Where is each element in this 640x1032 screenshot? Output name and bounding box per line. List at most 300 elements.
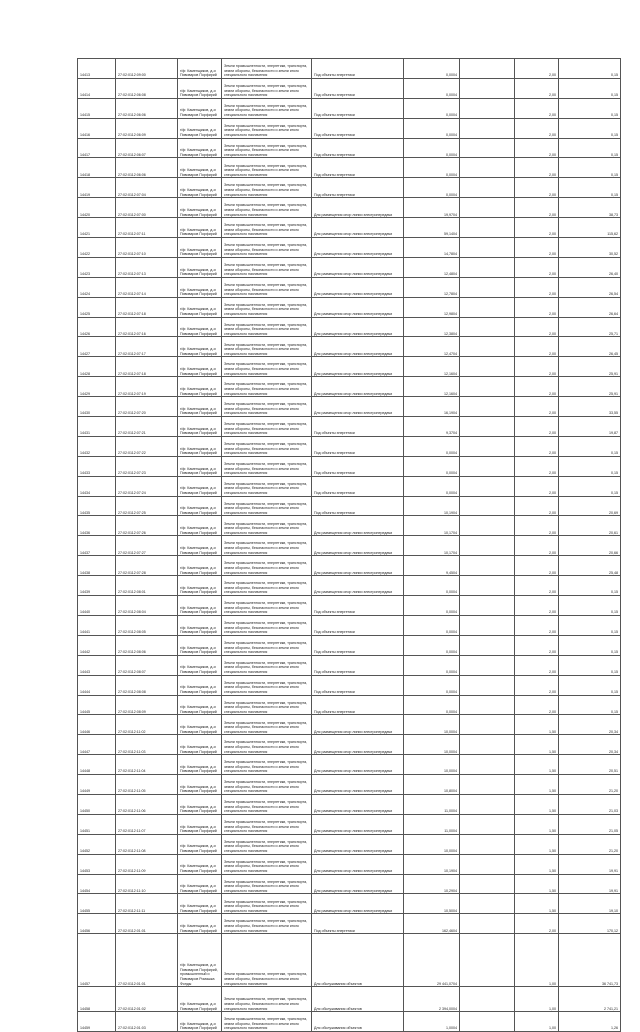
table-row [78, 257, 621, 277]
rate-cell: 1,50 [515, 755, 559, 775]
rate-cell: 2,00 [515, 635, 559, 655]
cadastral-number-cell: 27:02:0112:07:18 [116, 357, 178, 377]
area-cell: 12,9804 [404, 297, 460, 317]
category-cell: Земли промышленности, энергетики, транспорта, земли обороны, безопасности и земли иного специального назначения [222, 476, 312, 496]
cadastral-number-cell: 27:02:0112:07:17 [116, 337, 178, 357]
category-cell: Земли промышленности, энергетики, транспорта, земли обороны, безопасности и земли иного специального назначения [222, 178, 312, 198]
table-row [78, 238, 621, 258]
category-cell: Земли промышленности, энергетики, транспорта, земли обороны, безопасности и земли иного специального назначения [222, 98, 312, 118]
use-cell: Под объекты энергетики [312, 496, 404, 516]
owner-cell: г/ф: Каменщиков, д-и Пивоваров Порфирий [178, 854, 222, 874]
sum-cell: 20,69 [559, 496, 621, 516]
owner-cell: г/ф: Каменщиков, д-и Пивоваров Порфирий [178, 118, 222, 138]
empty-cell [460, 496, 515, 516]
use-cell: Для размещения опор линии электропередачи [312, 357, 404, 377]
rate-cell: 2,00 [515, 337, 559, 357]
use-cell: Под объекты энергетики [312, 436, 404, 456]
row-id-cell: 14456 [78, 914, 116, 934]
empty-cell [460, 397, 515, 417]
sum-cell: 0,15 [559, 655, 621, 675]
table-row [78, 436, 621, 456]
category-cell: Земли промышленности, энергетики, транспорта, земли обороны, безопасности и земли иного специального назначения [222, 854, 312, 874]
owner-cell: г/ф: Каменщиков, д-и Пивоваров Порфирий [178, 456, 222, 476]
empty-cell [460, 894, 515, 914]
cadastral-number-cell: 27:02:0112:07:21 [116, 417, 178, 437]
area-cell: 10,1704 [404, 516, 460, 536]
row-id-cell: 14442 [78, 635, 116, 655]
sum-cell: 0,15 [559, 476, 621, 496]
cadastral-number-cell: 27:02:0112:01:01 [116, 934, 178, 987]
row-id-cell: 14438 [78, 556, 116, 576]
use-cell: Под объекты энергетики [312, 456, 404, 476]
rate-cell: 2,00 [515, 98, 559, 118]
empty-cell [460, 78, 515, 98]
use-cell: Для размещения опор линии электропередачи [312, 775, 404, 795]
area-cell: 0,0004 [404, 436, 460, 456]
owner-cell: г/ф: Каменщиков, д-и Пивоваров Порфирий [178, 987, 222, 1012]
use-cell: Под объекты энергетики [312, 78, 404, 98]
row-id-cell: 14428 [78, 357, 116, 377]
category-cell: Земли промышленности, энергетики, транспорта, земли обороны, безопасности и земли иного специального назначения [222, 596, 312, 616]
table-row [78, 317, 621, 337]
rate-cell: 2,00 [515, 238, 559, 258]
sum-cell: 19,87 [559, 417, 621, 437]
rate-cell: 2,00 [515, 556, 559, 576]
category-cell: Земли промышленности, энергетики, транспорта, земли обороны, безопасности и земли иного специального назначения [222, 615, 312, 635]
empty-cell [460, 635, 515, 655]
empty-cell [460, 536, 515, 556]
row-id-cell: 14417 [78, 138, 116, 158]
row-id-cell: 14449 [78, 775, 116, 795]
category-cell: Земли промышленности, энергетики, транспорта, земли обороны, безопасности и земли иного специального назначения [222, 655, 312, 675]
area-cell: 19,9704 [404, 198, 460, 218]
rate-cell: 2,00 [515, 377, 559, 397]
category-cell: Земли промышленности, энергетики, транспорта, земли обороны, безопасности и земли иного специального назначения [222, 516, 312, 536]
sum-cell: 115,62 [559, 218, 621, 238]
cadastral-number-cell: 27:02:0112:01:02 [116, 987, 178, 1012]
row-id-cell: 14439 [78, 576, 116, 596]
rate-cell: 2,00 [515, 317, 559, 337]
category-cell: Земли промышленности, энергетики, транспорта, земли обороны, безопасности и земли иного специального назначения [222, 158, 312, 178]
table-row [78, 138, 621, 158]
empty-cell [460, 834, 515, 854]
table-row [78, 417, 621, 437]
category-cell: Земли промышленности, энергетики, транспорта, земли обороны, безопасности и земли иного специального назначения [222, 397, 312, 417]
use-cell: Для размещения опор линии электропередачи [312, 576, 404, 596]
sum-cell: 2 741,21 [559, 987, 621, 1012]
area-cell: 9,4504 [404, 556, 460, 576]
sum-cell: 26,64 [559, 297, 621, 317]
area-cell: 10,0004 [404, 834, 460, 854]
table-row [78, 854, 621, 874]
area-cell: 11,0004 [404, 794, 460, 814]
owner-cell: г/ф: Каменщиков, д-и Пивоваров Порфирий [178, 277, 222, 297]
table-row [78, 536, 621, 556]
area-cell: 14,7804 [404, 238, 460, 258]
use-cell: Под объекты энергетики [312, 695, 404, 715]
table-row [78, 516, 621, 536]
table-row [78, 98, 621, 118]
cadastral-number-cell: 27:02:0112:07:00 [116, 198, 178, 218]
cadastral-number-cell: 27:02:0112:07:20 [116, 397, 178, 417]
sum-cell: 0,15 [559, 98, 621, 118]
empty-cell [460, 277, 515, 297]
empty-cell [460, 874, 515, 894]
category-cell: Земли промышленности, энергетики, транспорта, земли обороны, безопасности и земли иного специального назначения [222, 715, 312, 735]
row-id-cell: 14427 [78, 337, 116, 357]
category-cell: Земли промышленности, энергетики, транспорта, земли обороны, безопасности и земли иного специального назначения [222, 257, 312, 277]
empty-cell [460, 257, 515, 277]
area-cell: 162,4604 [404, 914, 460, 934]
rate-cell: 1,50 [515, 814, 559, 834]
area-cell: 12,1604 [404, 377, 460, 397]
category-cell: Земли промышленности, энергетики, транспорта, земли обороны, безопасности и земли иного специального назначения [222, 417, 312, 437]
row-id-cell: 14415 [78, 98, 116, 118]
empty-cell [460, 596, 515, 616]
sum-cell: 0,15 [559, 695, 621, 715]
empty-cell [460, 914, 515, 934]
table-row [78, 59, 621, 79]
use-cell: Для размещения опор линии электропередачи [312, 755, 404, 775]
use-cell: Под объекты энергетики [312, 675, 404, 695]
sum-cell: 0,15 [559, 576, 621, 596]
owner-cell: г/ф: Каменщиков, д-и Пивоваров Порфирий [178, 158, 222, 178]
use-cell: Для размещения опор линии электропередачи [312, 894, 404, 914]
row-id-cell: 14414 [78, 78, 116, 98]
empty-cell [460, 476, 515, 496]
use-cell: Для размещения опор линии электропередачи [312, 814, 404, 834]
table-row [78, 934, 621, 987]
table-row [78, 894, 621, 914]
category-cell: Земли промышленности, энергетики, транспорта, земли обороны, безопасности и земли иного специального назначения [222, 297, 312, 317]
category-cell: Земли промышленности, энергетики, транспорта, земли обороны, безопасности и земли иного специального назначения [222, 794, 312, 814]
use-cell: Для размещения опор линии электропередачи [312, 735, 404, 755]
rate-cell: 1,50 [515, 854, 559, 874]
empty-cell [460, 456, 515, 476]
sum-cell: 26,54 [559, 277, 621, 297]
row-id-cell: 14459 [78, 1012, 116, 1032]
use-cell: Для размещения опор линии электропередачи [312, 794, 404, 814]
area-cell: 10,1904 [404, 496, 460, 516]
table-row [78, 794, 621, 814]
owner-cell: г/ф: Каменщиков, д-и Пивоваров Порфирий [178, 755, 222, 775]
cadastral-number-cell: 27:02:0112:07:26 [116, 516, 178, 536]
area-cell: 0,0004 [404, 138, 460, 158]
owner-cell: г/ф: Каменщиков, д-и Пивоваров Порфирий [178, 695, 222, 715]
rate-cell: 2,00 [515, 615, 559, 635]
sum-cell: 0,15 [559, 59, 621, 79]
empty-cell [460, 987, 515, 1012]
rate-cell: 2,00 [515, 118, 559, 138]
sum-cell: 19,10 [559, 894, 621, 914]
area-cell: 0,0004 [404, 675, 460, 695]
rate-cell: 1,50 [515, 834, 559, 854]
area-cell: 0,0004 [404, 695, 460, 715]
rate-cell: 2,00 [515, 138, 559, 158]
empty-cell [460, 556, 515, 576]
owner-cell: г/ф: Каменщиков, д-и Пивоваров Порфирий [178, 1012, 222, 1032]
row-id-cell: 14452 [78, 834, 116, 854]
category-cell: Земли промышленности, энергетики, транспорта, земли обороны, безопасности и земли иного специального назначения [222, 934, 312, 987]
area-cell: 0,0004 [404, 118, 460, 138]
rate-cell: 2,00 [515, 277, 559, 297]
area-cell: 0,0004 [404, 59, 460, 79]
row-id-cell: 14446 [78, 715, 116, 735]
cadastral-number-cell: 27:02:0112:11:07 [116, 814, 178, 834]
sum-cell: 25,71 [559, 317, 621, 337]
row-id-cell: 14430 [78, 397, 116, 417]
sum-cell: 0,15 [559, 675, 621, 695]
cadastral-number-cell: 27:02:0112:07:14 [116, 277, 178, 297]
sum-cell: 19,91 [559, 854, 621, 874]
table-row [78, 158, 621, 178]
area-cell: 0,0004 [404, 576, 460, 596]
table-row [78, 78, 621, 98]
row-id-cell: 14423 [78, 257, 116, 277]
cadastral-number-cell: 27:02:0112:07:19 [116, 377, 178, 397]
rate-cell: 2,00 [515, 456, 559, 476]
table-row [78, 775, 621, 795]
owner-cell: г/ф: Каменщиков, д-и Пивоваров Порфирий [178, 834, 222, 854]
owner-cell: г/ф: Каменщиков, д-и Пивоваров Порфирий [178, 576, 222, 596]
category-cell: Земли промышленности, энергетики, транспорта, земли обороны, безопасности и земли иного специального назначения [222, 337, 312, 357]
empty-cell [460, 198, 515, 218]
sum-cell: 20,66 [559, 536, 621, 556]
owner-cell: г/ф: Каменщиков, д-и Пивоваров Порфирий [178, 556, 222, 576]
empty-cell [460, 794, 515, 814]
row-id-cell: 14433 [78, 456, 116, 476]
area-cell: 0,0004 [404, 596, 460, 616]
owner-cell: г/ф: Каменщиков, д-и Пивоваров Порфирий [178, 317, 222, 337]
row-id-cell: 14426 [78, 317, 116, 337]
row-id-cell: 14435 [78, 496, 116, 516]
table-row [78, 814, 621, 834]
area-cell: 10,1904 [404, 854, 460, 874]
cadastral-number-cell: 27:02:0112:11:10 [116, 874, 178, 894]
empty-cell [460, 337, 515, 357]
empty-cell [460, 317, 515, 337]
owner-cell: г/ф: Каменщиков, д-и Пивоваров Порфирий [178, 436, 222, 456]
use-cell: Под объекты энергетики [312, 158, 404, 178]
rate-cell: 2,00 [515, 297, 559, 317]
table-row [78, 834, 621, 854]
cadastral-number-cell: 27:02:0112:11:08 [116, 834, 178, 854]
use-cell: Под объекты энергетики [312, 635, 404, 655]
table-row [78, 675, 621, 695]
category-cell: Земли промышленности, энергетики, транспорта, земли обороны, безопасности и земли иного специального назначения [222, 874, 312, 894]
rate-cell: 2,00 [515, 78, 559, 98]
empty-cell [460, 118, 515, 138]
area-cell: 0,0004 [404, 615, 460, 635]
owner-cell: г/ф: Каменщиков, д-и Пивоваров Порфирий [178, 178, 222, 198]
category-cell: Земли промышленности, энергетики, транспорта, земли обороны, безопасности и земли иного специального назначения [222, 436, 312, 456]
rate-cell: 1,50 [515, 794, 559, 814]
cadastral-number-cell: 27:02:0112:11:04 [116, 755, 178, 775]
category-cell: Земли промышленности, энергетики, транспорта, земли обороны, безопасности и земли иного специального назначения [222, 118, 312, 138]
cadastral-number-cell: 27:02:0112:08:06 [116, 635, 178, 655]
empty-cell [460, 178, 515, 198]
category-cell: Земли промышленности, энергетики, транспорта, земли обороны, безопасности и земли иного специального назначения [222, 377, 312, 397]
use-cell: Для размещения опор линии электропередачи [312, 218, 404, 238]
cadastral-number-cell: 27:02:0112:11:02 [116, 715, 178, 735]
sum-cell: 26,40 [559, 257, 621, 277]
category-cell: Земли промышленности, энергетики, транспорта, земли обороны, безопасности и земли иного специального назначения [222, 987, 312, 1012]
use-cell: Под объекты энергетики [312, 596, 404, 616]
category-cell: Земли промышленности, энергетики, транспорта, земли обороны, безопасности и земли иного специального назначения [222, 675, 312, 695]
sum-cell: 25,91 [559, 377, 621, 397]
use-cell: Под объекты энергетики [312, 655, 404, 675]
table-row [78, 655, 621, 675]
area-cell: 0,0004 [404, 98, 460, 118]
empty-cell [460, 98, 515, 118]
owner-cell: г/ф: Каменщиков, д-и Пивоваров Порфирий [178, 337, 222, 357]
area-cell: 12,3804 [404, 317, 460, 337]
cadastral-number-cell: 27:02:0112:11:06 [116, 794, 178, 814]
cadastral-number-cell: 27:02:0112:01:03 [116, 1012, 178, 1032]
owner-cell: г/ф: Каменщиков, д-и Пивоваров Порфирий [178, 476, 222, 496]
empty-cell [460, 695, 515, 715]
cadastral-number-cell: 27:02:0112:11:05 [116, 775, 178, 795]
rate-cell: 1,00 [515, 987, 559, 1012]
row-id-cell: 14447 [78, 735, 116, 755]
cadastral-number-cell: 27:02:0112:07:04 [116, 178, 178, 198]
table-row [78, 755, 621, 775]
table-row [78, 277, 621, 297]
rate-cell: 2,00 [515, 914, 559, 934]
table-row [78, 715, 621, 735]
row-id-cell: 14419 [78, 178, 116, 198]
table-row [78, 615, 621, 635]
owner-cell: г/ф: Каменщиков, д-и Пивоваров Порфирий [178, 615, 222, 635]
table-row [78, 218, 621, 238]
cadastral-number-cell: 27:02:0112:08:09 [116, 695, 178, 715]
row-id-cell: 14451 [78, 814, 116, 834]
sum-cell: 0,15 [559, 78, 621, 98]
empty-cell [460, 357, 515, 377]
owner-cell: г/ф: Каменщиков, д-и Пивоваров Порфирий [178, 794, 222, 814]
row-id-cell: 14424 [78, 277, 116, 297]
category-cell: Земли промышленности, энергетики, транспорта, земли обороны, безопасности и земли иного специального назначения [222, 138, 312, 158]
area-cell: 29 441,0704 [404, 934, 460, 987]
cadastral-number-cell: 27:02:0112:07:27 [116, 536, 178, 556]
use-cell: Для размещения опор линии электропередачи [312, 317, 404, 337]
area-cell: 10,5004 [404, 894, 460, 914]
rate-cell: 2,00 [515, 59, 559, 79]
row-id-cell: 14443 [78, 655, 116, 675]
table-row [78, 576, 621, 596]
owner-cell: г/ф: Каменщиков, д-и Пивоваров Порфирий [178, 536, 222, 556]
row-id-cell: 14425 [78, 297, 116, 317]
owner-cell: г/ф: Каменщиков, д-и Пивоваров Порфирий [178, 59, 222, 79]
rate-cell: 2,00 [515, 596, 559, 616]
sum-cell: 19,91 [559, 874, 621, 894]
row-id-cell: 14436 [78, 516, 116, 536]
use-cell: Под объекты энергетики [312, 178, 404, 198]
sum-cell: 21,20 [559, 775, 621, 795]
area-cell: 0,0004 [404, 655, 460, 675]
category-cell: Земли промышленности, энергетики, транспорта, земли обороны, безопасности и земли иного специального назначения [222, 1012, 312, 1032]
empty-cell [460, 814, 515, 834]
area-cell: 12,1604 [404, 357, 460, 377]
cadastral-number-cell: 27:02:0112:06:08 [116, 78, 178, 98]
rate-cell: 2,00 [515, 496, 559, 516]
owner-cell: г/ф: Каменщиков, д-и Пивоваров Порфирий [178, 238, 222, 258]
area-cell: 0,0004 [404, 635, 460, 655]
sum-cell: 30,52 [559, 238, 621, 258]
use-cell: Для размещения опор линии электропередачи [312, 198, 404, 218]
row-id-cell: 14431 [78, 417, 116, 437]
use-cell: Под объекты энергетики [312, 914, 404, 934]
rate-cell: 1,00 [515, 934, 559, 987]
owner-cell: г/ф: Каменщиков, д-и Пивоваров Порфирий [178, 397, 222, 417]
cadastral-number-cell: 27:02:0112:07:23 [116, 456, 178, 476]
row-id-cell: 14455 [78, 894, 116, 914]
use-cell: Для размещения опор линии электропередачи [312, 556, 404, 576]
use-cell: Под объекты энергетики [312, 118, 404, 138]
cadastral-number-cell: 27:02:0112:08:08 [116, 675, 178, 695]
row-id-cell: 14418 [78, 158, 116, 178]
sum-cell: 26,45 [559, 337, 621, 357]
table-row [78, 596, 621, 616]
use-cell: Под объекты энергетики [312, 476, 404, 496]
owner-cell: г/ф: Каменщиков, д-и Пивоваров Порфирий [178, 735, 222, 755]
area-cell: 10,0004 [404, 715, 460, 735]
rate-cell: 2,00 [515, 397, 559, 417]
table-row [78, 377, 621, 397]
use-cell: Под объекты энергетики [312, 417, 404, 437]
row-id-cell: 14421 [78, 218, 116, 238]
empty-cell [460, 377, 515, 397]
cadastral-number-cell: 27:02:0112:06:07 [116, 138, 178, 158]
area-cell: 16,1904 [404, 397, 460, 417]
table-row [78, 874, 621, 894]
empty-cell [460, 854, 515, 874]
use-cell: Для размещения опор линии электропередачи [312, 715, 404, 735]
rate-cell: 1,50 [515, 775, 559, 795]
owner-cell: г/ф: Каменщиков, д-и Пивоваров Порфирий [178, 635, 222, 655]
row-id-cell: 14453 [78, 854, 116, 874]
category-cell: Земли промышленности, энергетики, транспорта, земли обороны, безопасности и земли иного специального назначения [222, 735, 312, 755]
use-cell: Для размещения опор линии электропередачи [312, 874, 404, 894]
row-id-cell: 14458 [78, 987, 116, 1012]
area-cell: 10,2904 [404, 874, 460, 894]
use-cell: Для размещения опор линии электропередачи [312, 257, 404, 277]
rate-cell: 1,00 [515, 1012, 559, 1032]
row-id-cell: 14448 [78, 755, 116, 775]
category-cell: Земли промышленности, энергетики, транспорта, земли обороны, безопасности и земли иного специального назначения [222, 834, 312, 854]
area-cell: 12,7804 [404, 277, 460, 297]
cadastral-number-cell: 27:02:0112:01:01 [116, 914, 178, 934]
cadastral-number-cell: 27:02:0112:11:11 [116, 894, 178, 914]
rate-cell: 2,00 [515, 436, 559, 456]
cadastral-number-cell: 27:02:0112:07:28 [116, 556, 178, 576]
row-id-cell: 14440 [78, 596, 116, 616]
cadastral-number-cell: 27:02:0112:07:11 [116, 218, 178, 238]
cadastral-number-cell: 27:02:0112:07:13 [116, 257, 178, 277]
sum-cell: 33,55 [559, 397, 621, 417]
category-cell: Земли промышленности, энергетики, транспорта, земли обороны, безопасности и земли иного специального назначения [222, 695, 312, 715]
owner-cell: г/ф: Каменщиков, д-и Пивоваров Порфирий [178, 297, 222, 317]
sum-cell: 20,61 [559, 516, 621, 536]
row-id-cell: 14457 [78, 934, 116, 987]
cadastral-number-cell: 27:02:0112:07:10 [116, 238, 178, 258]
empty-cell [460, 417, 515, 437]
land-register-sheet [77, 58, 620, 1032]
use-cell: Под объекты энергетики [312, 138, 404, 158]
category-cell: Земли промышленности, энергетики, транспорта, земли обороны, безопасности и земли иного специального назначения [222, 775, 312, 795]
rate-cell: 1,50 [515, 735, 559, 755]
empty-cell [460, 934, 515, 987]
